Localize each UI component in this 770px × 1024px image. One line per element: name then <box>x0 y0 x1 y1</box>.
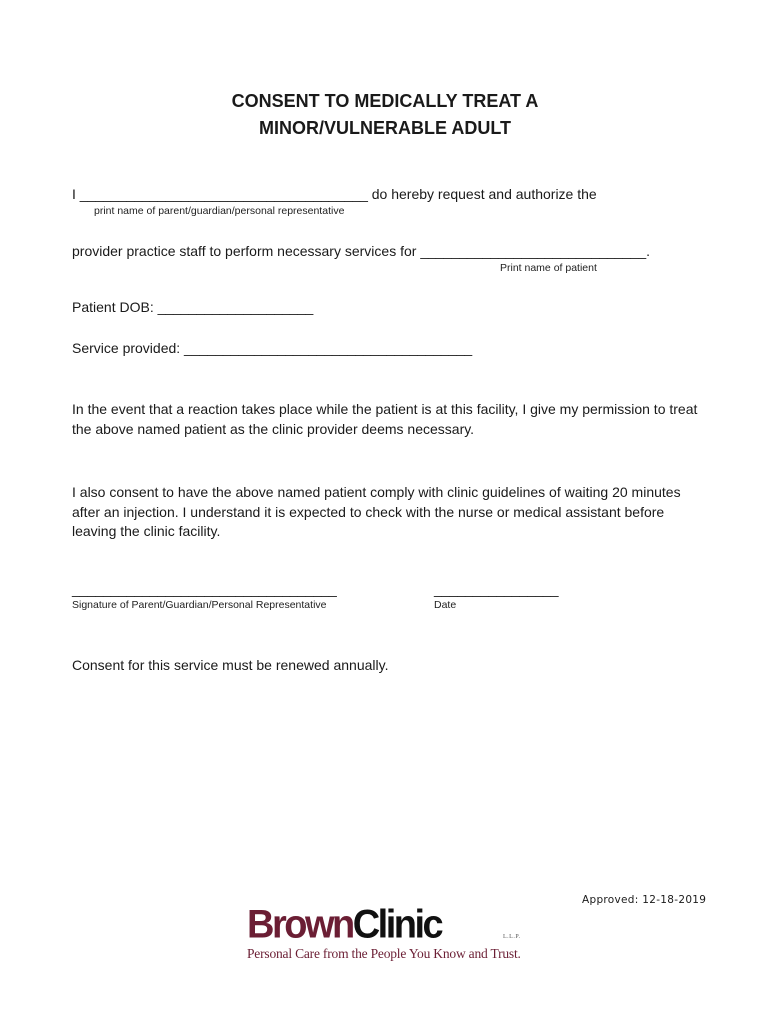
renewal-notice: Consent for this service must be renewed annually. <box>72 657 389 673</box>
provider-statement: provider practice staff to perform necessary services for _____________________________. <box>72 243 651 259</box>
logo-llp: L.L.P. <box>503 934 521 940</box>
brown-clinic-logo <box>247 904 527 966</box>
approved-date: Approved: 12-18-2019 <box>582 894 707 906</box>
patient-dob-field: Patient DOB: ____________________ <box>72 299 314 315</box>
logo-brown-word: Brown <box>247 902 353 948</box>
form-title-line-2: MINOR/VULNERABLE ADULT <box>259 118 511 138</box>
signature-line: __________________________________ <box>72 581 337 597</box>
waiting-guideline-paragraph: I also consent to have the above named patient comply with clinic guidelines of waiting 20 minutes after an injection. I understand it is expected to check with the nurse or medical assistant before leaving the clinic facility. <box>72 484 681 539</box>
service-provided-field: Service provided: _____________________________________ <box>72 340 473 356</box>
form-title-line-1: CONSENT TO MEDICALLY TREAT A <box>231 91 539 111</box>
date-line: ________________ <box>434 581 559 597</box>
logo-wordmark <box>247 904 441 946</box>
signature-label: Signature of Parent/Guardian/Personal Representative <box>72 599 327 611</box>
patient-name-caption: Print name of patient <box>500 262 597 274</box>
logo-clinic-word: Clinic <box>352 902 442 948</box>
logo-tagline: Personal Care from the People You Know and Trust. <box>247 946 521 961</box>
date-label: Date <box>434 599 457 611</box>
authorization-statement: I _____________________________________ do hereby request and authorize the <box>72 186 597 202</box>
reaction-permission-paragraph: In the event that a reaction takes place while the patient is at this facility, I give my permission to treat the above named patient as the clinic provider deems necessary. <box>72 401 698 437</box>
guardian-name-caption: print name of parent/guardian/personal representative <box>94 205 345 217</box>
